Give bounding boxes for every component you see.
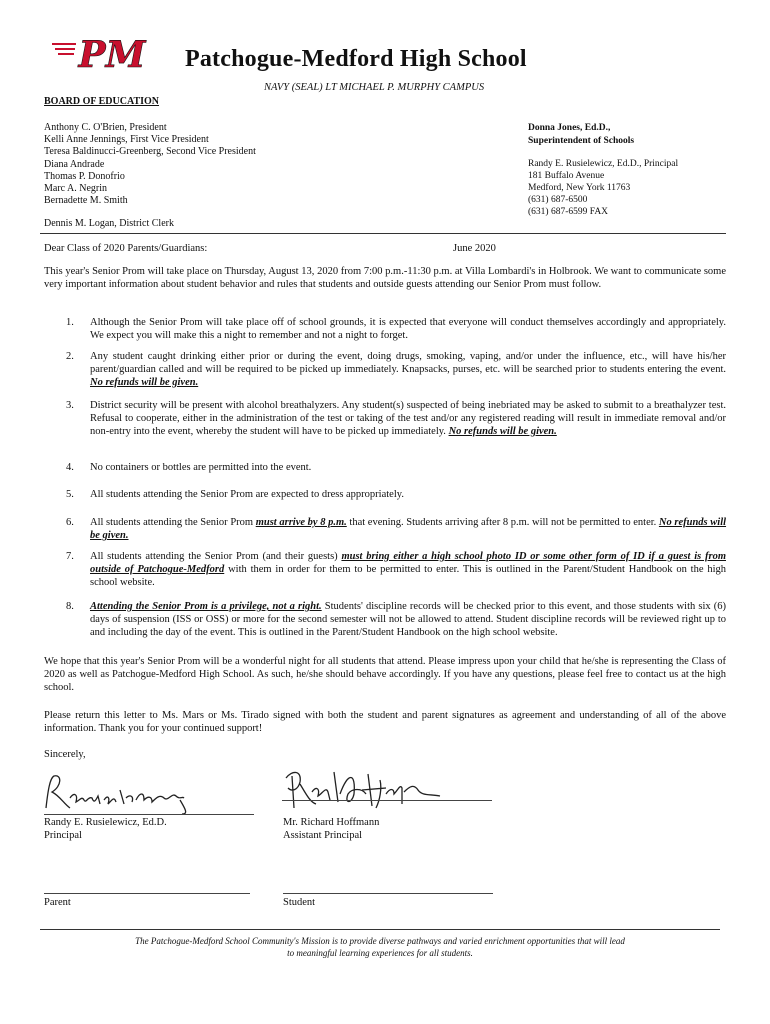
rule-body: [90, 399, 726, 438]
campus-name: NAVY (SEAL) LT MICHAEL P. MURPHY CAMPUS: [264, 82, 485, 93]
school-name: Patchogue-Medford High School: [185, 46, 527, 72]
closing-paragraph: We hope that this year's Senior Prom will be a wonderful night for all students that attend. Please impress upon your child that he/she is representing the Class of 2020 as well as Patchogue-Medford High School. As such, he/she should behave accordingly. If you have any questions, please feel free to contact us at the high school.: [44, 656, 726, 693]
rule-number: 5.: [66, 489, 74, 500]
header-divider: [40, 233, 726, 234]
rule-emphasis: must bring either a high school photo ID or some other form of ID if a guest is from outside of Patchogue-Medford: [90, 551, 726, 575]
board-member: Marc A. Negrin: [44, 182, 108, 194]
rule-body: [90, 600, 726, 639]
board-heading: BOARD OF EDUCATION: [44, 96, 160, 107]
superintendent-block: [528, 122, 634, 147]
rule-text: No containers or bottles are permitted into the event.: [90, 462, 312, 473]
student-signature-line[interactable]: [283, 893, 493, 894]
rule-text: Although the Senior Prom will take place off of school grounds, it is expected that everyone will conduct themselves accordingly and appropriately. We expect you will make this a night to remember and not a night to forget.: [90, 317, 726, 341]
rule-emphasis: No refunds will be given.: [448, 426, 557, 437]
rule-text: that evening. Students arriving after 8 p.m. will not be permitted to enter.: [349, 517, 657, 528]
rule-emphasis: must arrive by 8 p.m.: [255, 517, 347, 528]
rule-text: Any student caught drinking either prior or during the event, doing drugs, smoking, vaping, and/or under the influence, etc., will have his/her parent/guardian called and will be required to be picked up immediately. Knapsacks, purses, etc. will be searched prior to students entering the event.: [90, 351, 726, 375]
rule-body: [90, 350, 726, 389]
rule-text: with them in order for them to be permitted to enter. This is outlined in the Parent/Student Handbook on the high school website.: [90, 564, 727, 588]
rule-text: All students attending the Senior Prom (and their guests): [90, 551, 338, 562]
rule-emphasis: No refunds will be given.: [90, 517, 727, 541]
rule-number: 8.: [66, 601, 74, 612]
mission-statement: [40, 935, 720, 959]
intro-paragraph: This year's Senior Prom will take place on Thursday, August 13, 2020 from 7:00 p.m.-11:30 p.m. at Villa Lombardi's in Holbrook. We want to communicate some very important information about student behavior and rules that students and outside guests attending our Senior Prom must follow.: [44, 266, 726, 290]
salutation: Dear Class of 2020 Parents/Guardians:: [44, 243, 208, 254]
rule-number: 2.: [66, 351, 74, 362]
rule-body: [90, 550, 726, 589]
assistant-principal-signature-line: [282, 800, 492, 801]
board-member: Teresa Baldinucci-Greenberg, Second Vice President: [44, 146, 256, 158]
logo-text: PM: [78, 34, 146, 74]
rule-number: 3.: [66, 400, 74, 411]
street-address: 181 Buffalo Avenue: [528, 171, 605, 181]
mission-line: The Patchogue-Medford School Community's Mission is to provide diverse pathways and varied enrichment opportunities that will lead: [135, 936, 625, 946]
rule-number: 4.: [66, 462, 74, 473]
city-address: Medford, New York 11763: [528, 183, 631, 193]
rule-number: 1.: [66, 317, 74, 328]
footer-divider: [40, 929, 720, 930]
board-members-list: [44, 122, 256, 207]
rule-body: [90, 516, 726, 542]
rule-text: All students attending the Senior Prom are expected to dress appropriately.: [90, 489, 404, 500]
rule-text: Students' discipline records will be checked prior to this event, and those students with six (6) days of suspension (ISS or OSS) or more for the second semester will not be allowed to attend. Student discipline records will be reviewed right up to and including the day of the event. This is outlined in the Parent/Student Handbook on the high school website.: [90, 601, 726, 638]
rule-number: 6.: [66, 517, 74, 528]
assistant-principal-signature: [282, 764, 442, 814]
superintendent-title: Superintendent of Schools: [528, 135, 635, 146]
parent-signature-line[interactable]: [44, 893, 250, 894]
rule-number: 7.: [66, 551, 74, 562]
sign-off: Sincerely,: [44, 749, 86, 760]
phone-number: (631) 687-6500: [528, 195, 588, 205]
principal-name: Randy E. Rusielewicz, Ed.D., Principal: [528, 159, 679, 169]
letter-date: June 2020: [453, 243, 496, 254]
assistant-principal-name: Mr. Richard Hoffmann: [283, 817, 380, 828]
school-logo: [52, 34, 154, 74]
principal-signature: [40, 770, 200, 816]
return-instructions: Please return this letter to Ms. Mars or Ms. Tirado signed with both the student and parent signatures as agreement and understanding of all of the above information. Thank you for your continued support!: [44, 710, 726, 734]
rule-emphasis: No refunds will be given.: [90, 377, 199, 388]
fax-number: (631) 687-6599 FAX: [528, 207, 609, 217]
principal-signature-name: Randy E. Rusielewicz, Ed.D.: [44, 817, 167, 828]
principal-signature-title: Principal: [44, 830, 82, 841]
principal-signature-line: [44, 814, 254, 815]
principal-address-block: [528, 158, 678, 218]
assistant-principal-title: Assistant Principal: [283, 830, 363, 841]
rule-emphasis: Attending the Senior Prom is a privilege, not a right.: [90, 601, 322, 612]
parent-label: Parent: [44, 897, 71, 908]
board-member: Thomas P. Donofrio: [44, 170, 125, 182]
rule-text: All students attending the Senior Prom: [90, 517, 254, 528]
board-member: Diana Andrade: [44, 158, 105, 170]
board-member: Bernadette M. Smith: [44, 195, 128, 207]
mission-line: to meaningful learning experiences for all students.: [287, 948, 473, 958]
superintendent-name: Donna Jones, Ed.D.,: [528, 123, 611, 133]
board-member: Kelli Anne Jennings, First Vice President: [44, 134, 209, 146]
board-member: Anthony C. O'Brien, President: [44, 122, 167, 133]
rule-text: District security will be present with alcohol breathalyzers. Any student(s) suspected of being inebriated may be asked to submit to a breathalyzer test. Refusal to cooperate, either in the administration of the test or taking of the test and/or any registered reading will result in immediate removal and/or non-entry into the event, whereby the student will have to be picked up immediately.: [90, 400, 726, 437]
district-clerk: Dennis M. Logan, District Clerk: [44, 218, 174, 229]
student-label: Student: [283, 897, 316, 908]
